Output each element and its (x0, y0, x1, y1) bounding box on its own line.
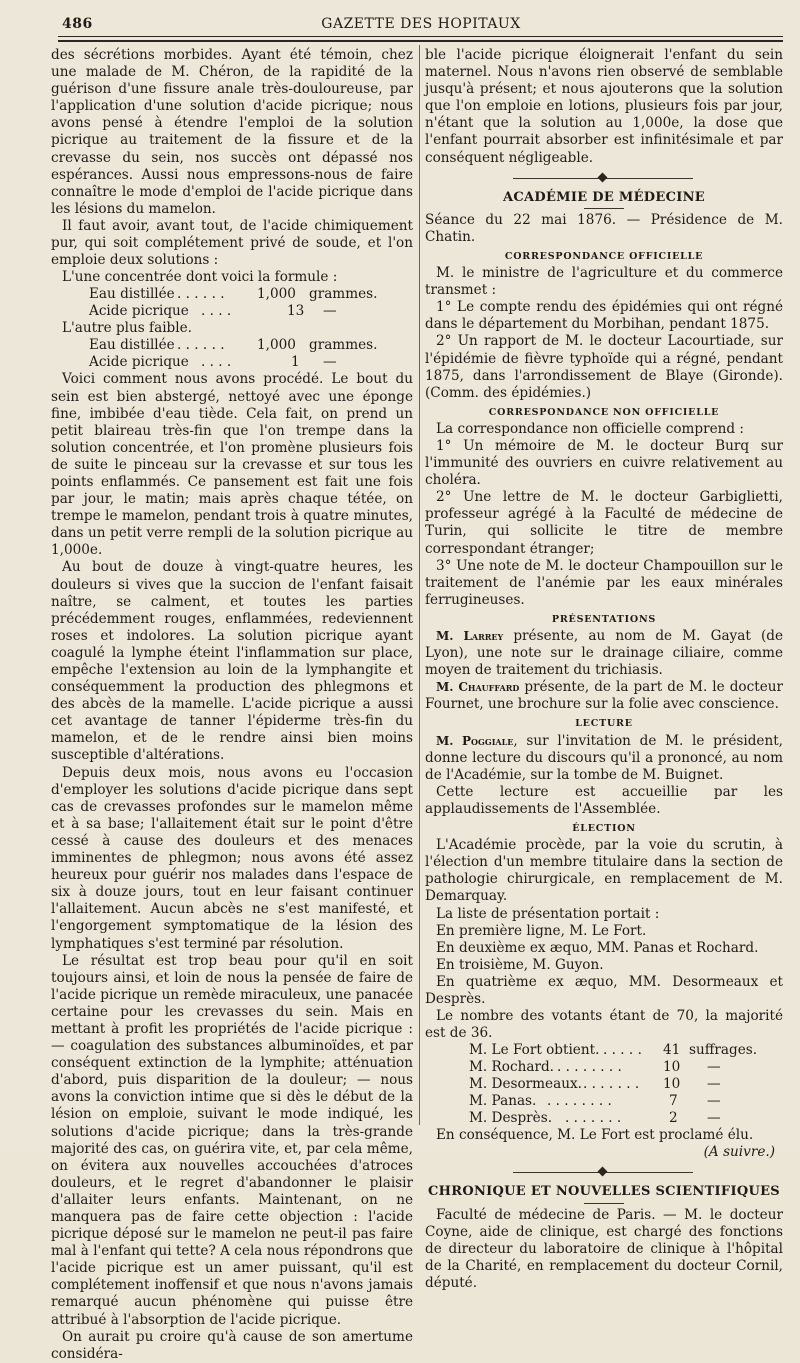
paragraph: Le nombre des votants étant de 70, la majorité est de 36. (425, 1008, 783, 1042)
paragraph: L'une concentrée dont voici la formule : (62, 269, 338, 286)
candidate-name: M. Le Fort obtient. (469, 1042, 600, 1059)
to-be-continued: (A suivre.) (703, 1144, 775, 1161)
vote-leader: . . . . . . . (565, 1110, 622, 1127)
paragraph: En première ligne, M. Le Fort. (436, 922, 647, 939)
subsection-title: CORRESPONDANCE NON OFFICIELLE (488, 406, 720, 418)
candidate-name: M. Desprès. (469, 1110, 553, 1127)
subsection-title: ÉLECTION (572, 823, 636, 835)
paragraph: En troisième, M. Guyon. (436, 956, 604, 973)
ornament-diamond (598, 172, 608, 182)
formula-row (51, 337, 413, 354)
formula-unit: — (323, 303, 337, 320)
paragraph: Depuis deux mois, nous avons eu l'occasion d'employer les solutions d'acide picrique dans sept cas de crevasses profondes sur le mamelon même et à sa base; l'allaitement était sur le point d'être cessé à cause des douleurs et des menaces imminentes de phlegmon; nous avons été assez heureux pour guérir nos malades dans l'espace de six à douze jours, tout en leur faisant continuer l'allaitement. Aucun abcès ne s'est manifesté, et l'engorgement symptomatique de la lésion des lymphatiques s'est terminé par résolution. (51, 764, 413, 952)
vote-row (425, 1110, 783, 1127)
right-column (425, 47, 783, 1292)
vote-leader: . . . . . . . . (557, 1059, 622, 1076)
speaker-name: M. Poggiale (436, 733, 514, 748)
page-number: 486 (62, 16, 93, 32)
subsection-title: CORRESPONDANCE OFFICIELLE (504, 250, 704, 262)
session-line: Séance du 22 mai 1876. — Présidence de M. Chatin. (425, 211, 783, 245)
vote-unit: — (707, 1110, 721, 1127)
vote-row (425, 1076, 783, 1093)
speaker-name: M. Chauffard (436, 680, 520, 695)
paragraph: 1° Un mémoire de M. le docteur Burq sur l'immunité des ouvriers en cuivre relativement au choléra. (425, 437, 783, 489)
subsection-title: LECTURE (575, 718, 633, 730)
vote-count: 2 (669, 1110, 678, 1127)
formula-row (51, 354, 413, 371)
formula-quantity: 1,000 (257, 337, 296, 354)
paragraph: En conséquence, M. Le Fort est proclamé élu. (436, 1127, 754, 1144)
formula-leader: . . . . (201, 303, 232, 320)
paragraph: En deuxième ex æquo, MM. Panas et Rochard. (436, 939, 759, 956)
formula-quantity: 1 (291, 354, 300, 371)
vote-unit: — (707, 1059, 721, 1076)
vote-unit: — (707, 1076, 721, 1093)
candidate-name: M. Desormeaux. (469, 1076, 582, 1093)
vote-count: 10 (663, 1059, 681, 1076)
section-ornament (425, 1164, 783, 1180)
vote-row (425, 1042, 783, 1059)
paragraph: La correspondance non officielle comprend : (436, 420, 745, 437)
paragraph: ble l'acide picrique éloignerait l'enfant du sein maternel. Nous n'avons rien observé de semblable jusqu'à présent; et nous ajouterons que la solution que l'on emploie en lotions, plusieurs fois par jour, n'étant que la solution au 1,000e, la dose que l'enfant pourrait absorber est infinitésimale et par conséquent négligeable. (425, 47, 783, 166)
formula-ingredient: Eau distillée (89, 286, 175, 303)
section-ornament (425, 170, 783, 186)
candidate-name: M. Rochard. (469, 1059, 554, 1076)
vote-count: 10 (663, 1076, 681, 1093)
paragraph: Il faut avoir, avant tout, de l'acide chimiquement pur, qui soit complétement privé de soude, et l'on emploie deux solutions : (51, 217, 413, 269)
paragraph: 3° Une note de M. le docteur Champouillon sur le traitement de l'anémie par les eaux minérales ferrugineuses. (425, 557, 783, 608)
paragraph: L'autre plus faible. (62, 320, 192, 337)
paragraph: L'Académie procède, par la voie du scrutin, à l'élection d'un membre titulaire dans la section de pathologie chirurgicale, en remplacement de M. Demarquay. (425, 837, 783, 905)
speaker-name: M. Larrey (436, 629, 504, 643)
formula-unit: grammes. (309, 337, 378, 354)
formula-quantity: 1,000 (257, 286, 296, 303)
journal-title: GAZETTE DES HOPITAUX (321, 16, 521, 32)
paragraph-text: , sur l'invitation de M. le président, donne lecture du discours qu'il a prononcé, au nom de l'Académie, sur la tombe de M. Buignet. (425, 732, 783, 783)
vote-count: 7 (669, 1093, 678, 1110)
vote-leader: . . . . . . . (583, 1076, 640, 1093)
paragraph: 2° Une lettre de M. le docteur Garbiglietti, professeur agrégé à la Faculté de médecine de Turin, qui sollicite le titre de membre correspondant étranger; (425, 489, 783, 557)
paragraph: Au bout de douze à vingt-quatre heures, les douleurs si vives que la succion de l'enfant faisait naître, se calment, et toutes les parties précédemment rouges, enflammées, redeviennent roses et indolores. La solution picrique ayant coagulé la lymphe éteint l'inflammation sur place, empêche l'extension au loin de la lymphangite et conséquemment la production des phlegmons et des abcès de la mamelle. L'acide picrique a aussi cet avantage de tanner l'épiderme très-fin du mamelon, et de le rendre ainsi bien moins susceptible d'altérations. (51, 559, 413, 764)
vote-row (425, 1059, 783, 1076)
formula-leader: . . . . (201, 354, 232, 371)
formula-unit: grammes. (309, 286, 378, 303)
vote-row (425, 1093, 783, 1110)
paragraph: En quatrième ex æquo, MM. Desormeaux et Desprès. (425, 973, 783, 1007)
title-underline (584, 208, 624, 209)
paragraph: Le résultat est trop beau pour qu'il en soit toujours ainsi, et loin de nous la pensée de faire de l'acide picrique un remède miraculeux, une panacée certaine pour les crevasses du sein. Mais en mettant à profit les propriétés de l'acide picrique : — coagulation des substances albuminoïdes, et par conséquent extinction de la lymphite; atténuation d'abord, puis disparition de la douleur; — nous avons la conviction intime que si dès le début de la lésion on emploie, suivant le mode indiqué, les solutions d'acide picrique; dans la très-grande majorité des cas, on guérira vite, et, par cela même, on évitera aux nouvelles accouchées d'atroces douleurs, et le regret d'abandonner le plaisir d'allaiter leurs enfants. Maintenant, on ne manquera pas de faire cette objection : l'acide picrique déposé sur le mamelon ne peut-il pas faire mal à l'enfant qui tette? A cela nous répondrons que l'acide picrique est un amer puissant, qu'il est complétement inoffensif et que nous n'avons jamais remarqué aucun phénomène qui puisse être attribué à l'absorption de l'acide picrique. (51, 952, 413, 1328)
formula-ingredient: Acide picrique (89, 303, 189, 320)
vote-leader: . . . . . . . . (547, 1093, 612, 1110)
vote-leader: . . . . . (603, 1042, 642, 1059)
title-underline (584, 1203, 624, 1204)
formula-row (51, 303, 413, 320)
paragraph: Faculté de médecine de Paris. — M. le docteur Coyne, aide de clinique, est chargé des fonctions de directeur du laboratoire de clinique à l'hôpital de la Charité, en remplacement du docteur Cornil, député. (425, 1206, 783, 1291)
vote-unit: suffrages. (689, 1042, 758, 1059)
formula-ingredient: Acide picrique (89, 354, 189, 371)
formula-leader: . . . . . . (177, 286, 225, 303)
paragraph: M. le ministre de l'agriculture et du commerce transmet : (425, 265, 783, 299)
paragraph: des sécrétions morbides. Ayant été témoin, chez une malade de M. Chéron, de la rapidité de la guérison d'une fissure anale très-douloureuse, par l'application d'une solution d'acide picrique; nous avons pensé à étendre l'emploi de la solution picrique au traitement de la fissure et de la crevasse du sein, nos succès ont dépassé nos espérances. Aussi nous empressons-nous de faire connaître le mode d'emploi de l'acide picrique dans les lésions du mamelon. (51, 47, 413, 217)
paragraph (425, 679, 783, 713)
section-title: CHRONIQUE ET NOUVELLES SCIENTIFIQUES (428, 1184, 780, 1200)
paragraph: 1° Le compte rendu des épidémies qui ont régné dans le département du Morbihan, pendant 1875. (425, 299, 783, 333)
section-title: ACADÉMIE DE MÉDECINE (502, 189, 705, 205)
ornament-diamond (598, 1167, 608, 1177)
paragraph: On aurait pu croire qu'à cause de son amertume considéra- (51, 1328, 413, 1362)
formula-quantity: 13 (287, 303, 305, 320)
paragraph (425, 733, 783, 784)
formula-unit: — (323, 354, 337, 371)
paragraph-text: présente, au nom de M. Gayat (de Lyon), une note sur le drainage ciliaire, comme moyen de traitement du trichiasis. (425, 628, 783, 679)
paragraph: 2° Un rapport de M. le docteur Lacourtiade, sur l'épidémie de fièvre typhoïde qui a régné, pendant 1875, dans l'arrondissement de Blaye (Gironde). (Comm. des épidémies.) (425, 333, 783, 401)
paragraph: Voici comment nous avons procédé. Le bout du sein est bien abstergé, nettoyé avec une éponge fine, imbibée d'eau tiède. Cela fait, on prend un petit blaireau très-fin que l'on trempe dans la solution concentrée, et l'on promène plusieurs fois de suite le pinceau sur la crevasse et sur tous les points enflammés. Ce pansement est fait une fois par jour, le matin; mais après chaque tétée, on trempe le mamelon, pendant trois à quatre minutes, dans un petit verre rempli de la solution picrique au 1,000e. (51, 371, 413, 559)
vote-unit: — (707, 1093, 721, 1110)
header-rule-thin (58, 36, 783, 37)
formula-row (51, 286, 413, 303)
page-header (62, 12, 780, 38)
vote-count: 41 (663, 1042, 681, 1059)
paragraph: La liste de présentation portait : (436, 905, 660, 922)
formula-leader: . . . . . . (177, 337, 225, 354)
formula-ingredient: Eau distillée (89, 337, 175, 354)
paragraph: Cette lecture est accueillie par les applaudissements de l'Assemblée. (425, 783, 783, 817)
paragraph (425, 628, 783, 679)
paragraph-text: présente, de la part de M. le docteur Fournet, une brochure sur la folie avec conscience. (425, 679, 783, 713)
subsection-title: PRÉSENTATIONS (551, 613, 657, 625)
left-column (51, 47, 413, 1363)
column-separator (419, 45, 420, 1125)
header-rule-thick (58, 40, 783, 42)
candidate-name: M. Panas. (469, 1093, 537, 1110)
